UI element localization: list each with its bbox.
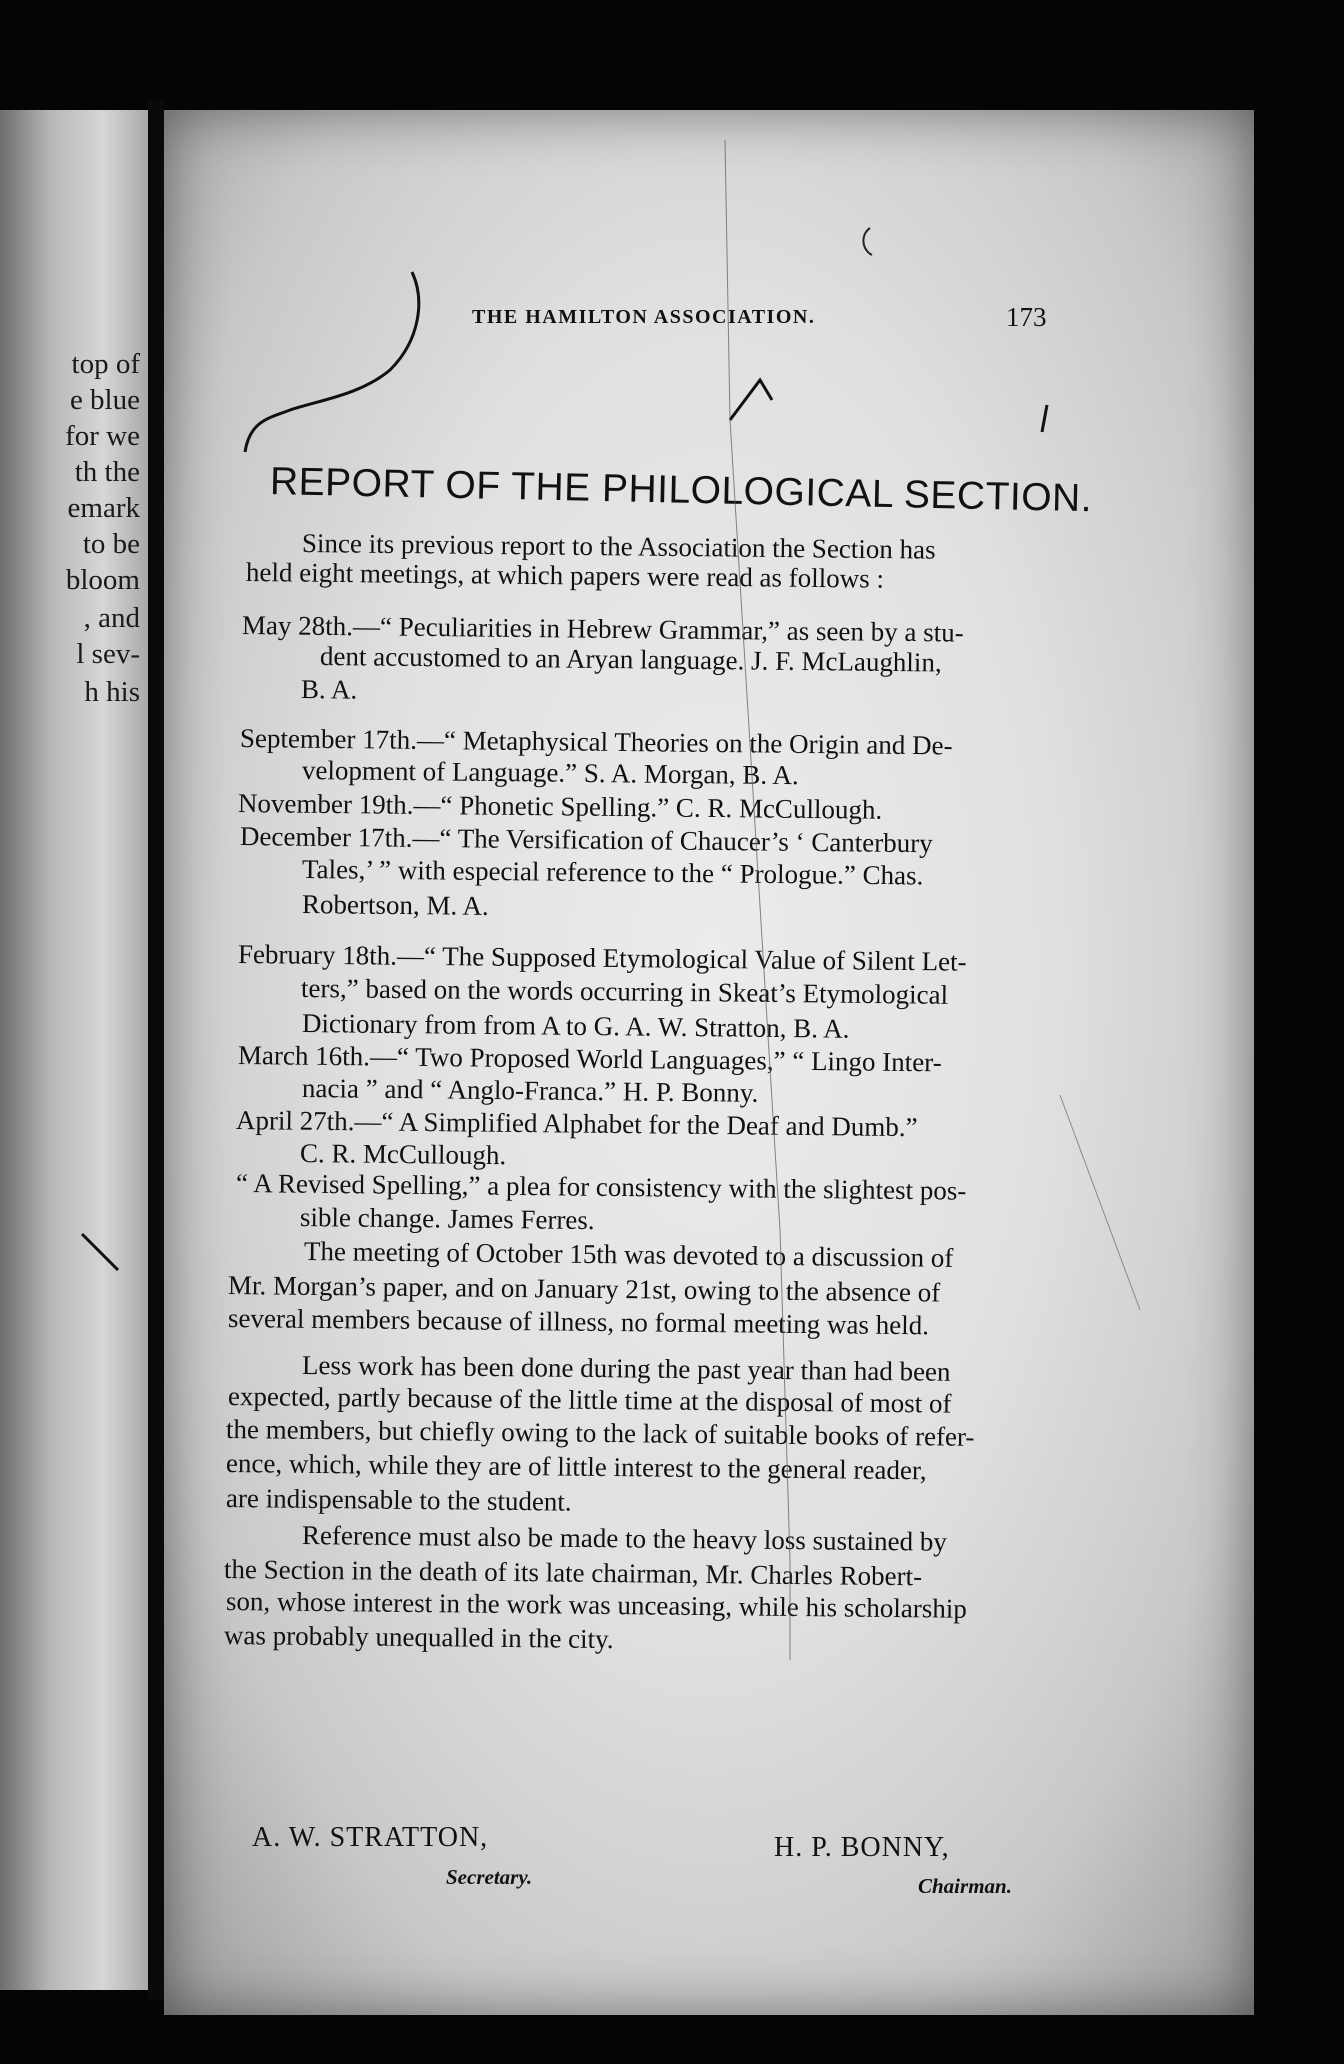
body-text-line: Since its previous report to the Association the Section has xyxy=(301,528,936,565)
chairman-name: H. P. BONNY, xyxy=(774,1832,950,1863)
body-text-line: Reference must also be made to the heavy loss sustained by xyxy=(301,1520,947,1557)
facing-page-edge xyxy=(0,110,148,1990)
body-text-line: velopment of Language.” S. A. Morgan, B. A. xyxy=(301,755,799,791)
facing-page-fragment: e blue xyxy=(69,384,140,416)
body-text-line: sible change. James Ferres. xyxy=(299,1202,595,1236)
facing-page-fragment: top of xyxy=(71,348,140,380)
secretary-name: A. W. STRATTON, xyxy=(252,1822,489,1853)
facing-page-fragment: to be xyxy=(82,528,140,560)
body-text-line: Mr. Morgan’s paper, and on January 21st, owing to the absence of xyxy=(227,1270,941,1308)
body-text-line: December 17th.—“ The Versification of Chaucer’s ‘ Canterbury xyxy=(239,821,933,859)
body-text-line: September 17th.—“ Metaphysical Theories on the Origin and De- xyxy=(239,723,953,761)
body-text-line: ters,” based on the words occurring in Skeat’s Etymological xyxy=(300,973,949,1010)
body-text-line: the members, but chiefly owing to the lack of suitable books of refer- xyxy=(225,1414,975,1452)
facing-page-fragment: bloom xyxy=(65,564,140,596)
body-text-line: the Section in the death of its late chairman, Mr. Charles Robert- xyxy=(223,1554,923,1592)
body-text-line: February 18th.—“ The Supposed Etymological Value of Silent Let- xyxy=(237,939,967,977)
report-title: REPORT OF THE PHILOLOGICAL SECTION. xyxy=(269,460,1093,521)
secretary-title: Secretary. xyxy=(446,1865,533,1889)
body-text-line: expected, partly because of the little time at the disposal of most of xyxy=(227,1381,952,1419)
body-text-line: was probably unequalled in the city. xyxy=(223,1620,614,1655)
body-text-line: “ A Revised Spelling,” a plea for consistency with the slightest pos- xyxy=(235,1168,967,1206)
body-text-line: held eight meetings, at which papers were read as follows : xyxy=(245,557,885,594)
body-text-line: April 27th.—“ A Simplified Alphabet for the Deaf and Dumb.” xyxy=(235,1105,918,1143)
body-text-line: son, whose interest in the work was unceasing, while his scholarship xyxy=(225,1586,967,1624)
chairman-title: Chairman. xyxy=(918,1874,1012,1898)
body-text-line: ence, which, while they are of little interest to the general reader, xyxy=(225,1448,927,1486)
body-text-line: November 19th.—“ Phonetic Spelling.” C. R. McCullough. xyxy=(237,788,883,825)
facing-page-fragment: th the xyxy=(74,456,140,488)
facing-page-fragment: l sev- xyxy=(76,638,140,670)
facing-page-fragment: , and xyxy=(83,602,140,634)
body-text-line: Dictionary from from A to G. A. W. Stratton, B. A. xyxy=(301,1008,850,1044)
facing-page-fragment: emark xyxy=(67,492,140,524)
body-text-line: nacia ” and “ Anglo-Franca.” H. P. Bonny. xyxy=(301,1073,759,1108)
body-text-line: C. R. McCullough. xyxy=(299,1138,507,1171)
facing-page-fragment: for we xyxy=(65,420,140,452)
body-text-line: Tales,’ ” with especial reference to the “ Prologue.” Chas. xyxy=(301,854,924,891)
facing-page-fragment: h his xyxy=(84,676,140,708)
page-sheet xyxy=(164,110,1254,2015)
body-text-line: Robertson, M. A. xyxy=(301,889,489,921)
body-text-line: are indispensable to the student. xyxy=(225,1483,572,1517)
running-head: THE HAMILTON ASSOCIATION. xyxy=(472,306,816,328)
page-number: 173 xyxy=(1006,302,1047,332)
report-body xyxy=(164,110,1254,2015)
body-text-line: March 16th.—“ Two Proposed World Languages,” “ Lingo Inter- xyxy=(237,1040,942,1078)
body-text-line: dent accustomed to an Aryan language. J. F. McLaughlin, xyxy=(319,641,942,678)
body-text-line: The meeting of October 15th was devoted to a discussion of xyxy=(303,1236,954,1273)
body-text-line: several members because of illness, no formal meeting was held. xyxy=(227,1303,930,1341)
book-gutter xyxy=(148,100,164,2000)
body-text-line: B. A. xyxy=(300,674,358,705)
body-text-line: Less work has been done during the past year than had been xyxy=(301,1350,951,1387)
body-text-line: May 28th.—“ Peculiarities in Hebrew Grammar,” as seen by a stu- xyxy=(241,610,964,648)
